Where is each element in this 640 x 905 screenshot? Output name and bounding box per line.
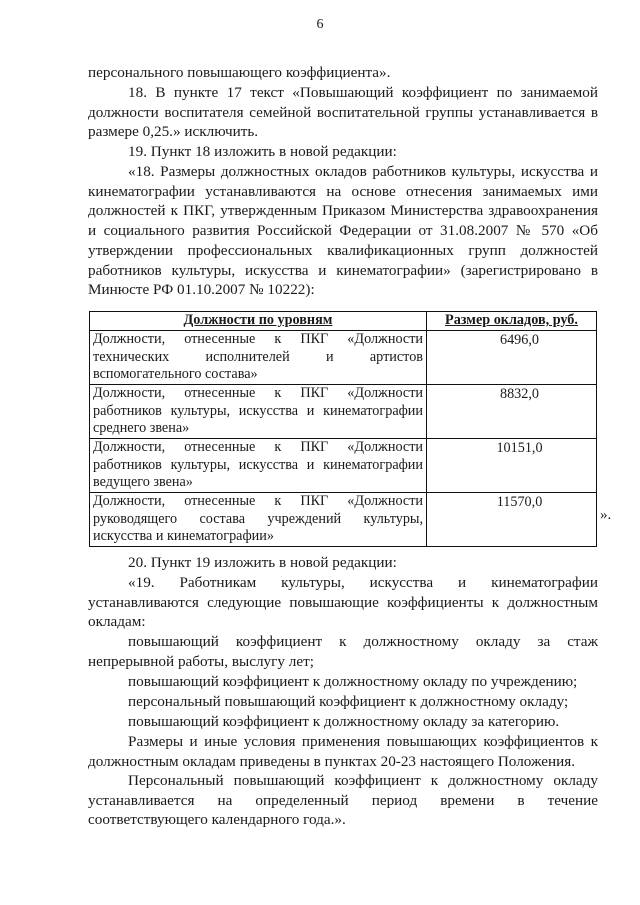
salary-value: 6496,0 <box>499 332 539 348</box>
table-header-row <box>90 312 597 331</box>
level-cell: Должности, отнесенные к ПКГ «Должности работников культуры, искусства и кинематографии среднего звена» <box>90 385 427 439</box>
salary-cell <box>427 385 597 439</box>
list-item: повышающий коэффициент к должностному окладу за категорию. <box>128 713 560 730</box>
table-row <box>90 385 597 439</box>
paragraph: 20. Пункт 19 изложить в новой редакции: <box>128 554 397 571</box>
salary-cell <box>427 439 597 493</box>
table-header: Должности по уровням <box>90 312 427 331</box>
paragraph: Персональный повышающий коэффициент к должностному окладу устанавливается на определенный период времени в течение соответствующего календарного года.». <box>88 772 598 829</box>
table-header: Размер окладов, руб. <box>427 312 597 331</box>
list-item: повышающий коэффициент к должностному окладу по учреждению; <box>128 673 578 690</box>
paragraph: 18. В пункте 17 текст «Повышающий коэффициент по занимаемой должности воспитателя семейной воспитательной группы устанавливается в размере 0,25.» исключить. <box>88 84 598 141</box>
level-cell: Должности, отнесенные к ПКГ «Должности руководящего состава учреждений культуры, искусства и кинематографии» <box>90 493 427 547</box>
table-row <box>90 493 597 547</box>
paragraph: персонального повышающего коэффициента». <box>88 64 391 81</box>
list-item: персональный повышающий коэффициент к должностному окладу; <box>128 693 569 710</box>
closing-quote-mark: ». <box>600 507 612 523</box>
salary-cell <box>427 493 597 547</box>
page-number: 6 <box>316 17 324 32</box>
level-cell: Должности, отнесенные к ПКГ «Должности технических исполнителей и артистов вспомогательного состава» <box>90 331 427 385</box>
paragraph: 19. Пункт 18 изложить в новой редакции: <box>128 143 397 160</box>
salary-value: 8832,0 <box>499 386 539 402</box>
paragraph: «18. Размеры должностных окладов работников культуры, искусства и кинематографии устанавливаются на основе отнесения занимаемых ими должностей к ПКГ, утвержденным Приказом Министерства здравоохранения и социального развития Российской Федерации от 31.08.2007 № 570 «Об утверждении профессиональных квалификационных групп должностей работников культуры, искусства и кинематографии» (зарегистрировано в Минюсте РФ 01.10.2007 № 10222): <box>88 163 598 299</box>
salary-cell <box>427 331 597 385</box>
salary-value: 11570,0 <box>496 494 543 510</box>
paragraph: Размеры и иные условия применения повышающих коэффициентов к должностным окладам приведены в пунктах 20-23 настоящего Положения. <box>88 733 598 770</box>
list-item: повышающий коэффициент к должностному окладу за стаж непрерывной работы, выслугу лет; <box>88 633 598 670</box>
table-row <box>90 439 597 493</box>
level-cell: Должности, отнесенные к ПКГ «Должности работников культуры, искусства и кинематографии ведущего звена» <box>90 439 427 493</box>
salary-value: 10151,0 <box>496 440 543 456</box>
paragraph: «19. Работникам культуры, искусства и кинематографии устанавливаются следующие повышающие коэффициенты к должностным окладам: <box>88 574 598 631</box>
table-row <box>90 331 597 385</box>
salary-table <box>89 311 597 547</box>
